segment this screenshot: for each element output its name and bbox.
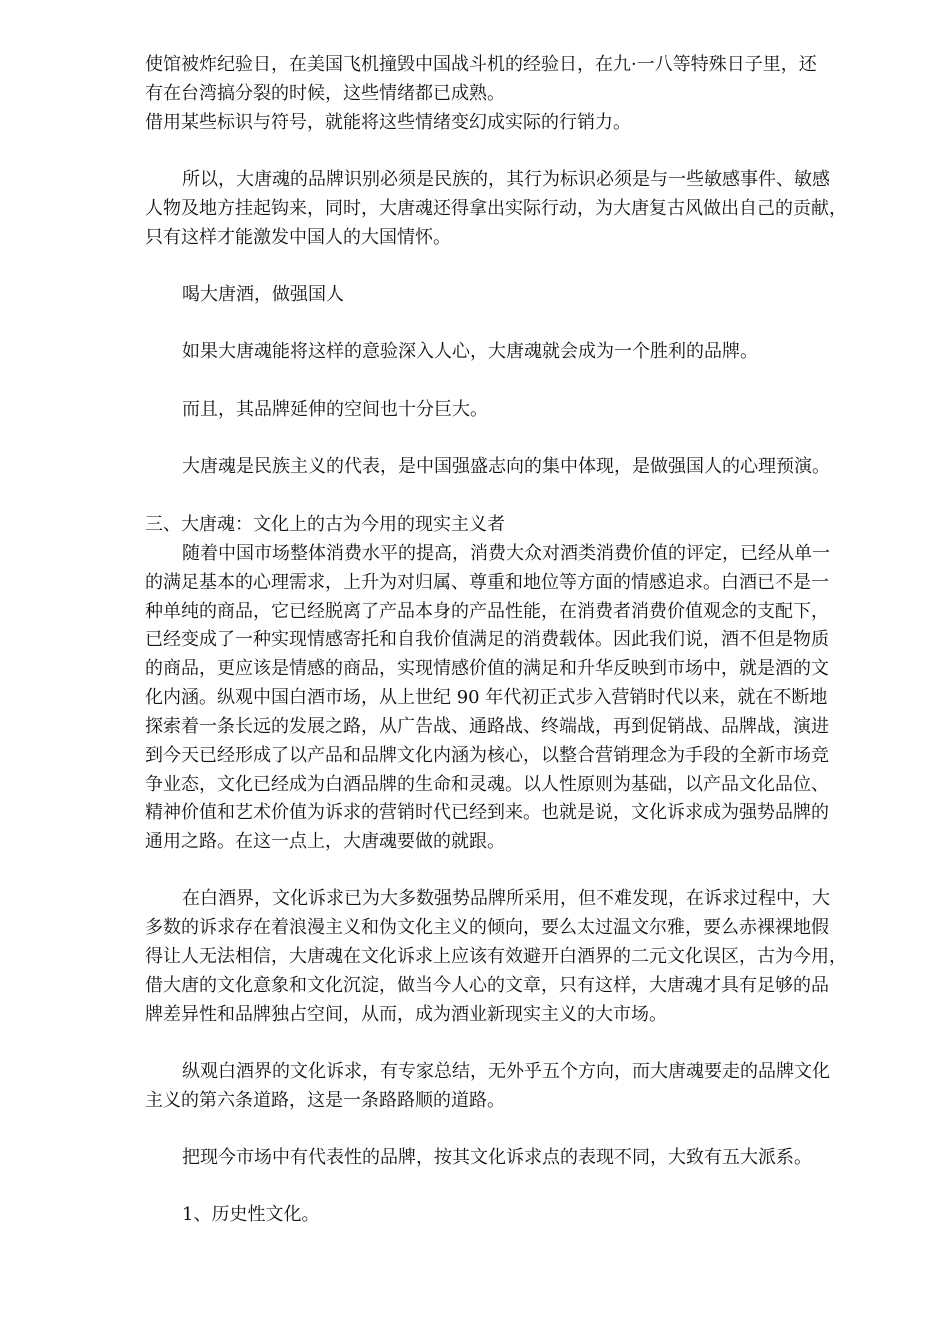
text-line: 到今天已经形成了以产品和品牌文化内涵为核心，以整合营销理念为手段的全新市场竞 (145, 745, 829, 766)
text-line: 精神价值和艺术价值为诉求的营销时代已经到来。也就是说，文化诉求成为强势品牌的 (145, 802, 829, 823)
text-line: 牌差异性和品牌独占空间，从而，成为酒业新现实主义的大市场。 (145, 1004, 667, 1025)
text-line: 只有这样才能激发中国人的大国情怀。 (145, 227, 451, 248)
text-line: 种单纯的商品，它已经脱离了产品本身的产品性能，在消费者消费价值观念的支配下， (145, 601, 829, 622)
text-line: 所以，大唐魂的品牌识别必须是民族的，其行为标识必须是与一些敏感事件、敏感 (182, 169, 830, 190)
list-item: 1、历史性文化。 (182, 1204, 320, 1225)
slogan: 喝大唐酒，做强国人 (182, 284, 344, 305)
text-line: 人物及地方挂起钩来，同时，大唐魂还得拿出实际行动，为大唐复古风做出自己的贡献， (145, 198, 847, 219)
text-line: 借大唐的文化意象和文化沉淀，做当今人心的文章，只有这样，大唐魂才具有足够的品 (145, 975, 829, 996)
text-line: 争业态，文化已经成为白酒品牌的生命和灵魂。以人性原则为基础，以产品文化品位、 (145, 774, 829, 795)
text-line: 主义的第六条道路，这是一条路路顺的道路。 (145, 1090, 505, 1111)
text-line: 而且，其品牌延伸的空间也十分巨大。 (182, 399, 488, 420)
section-heading: 三、大唐魂：文化上的古为今用的现实主义者 (145, 514, 505, 535)
text-line: 纵观白酒界的文化诉求，有专家总结，无外乎五个方向，而大唐魂要走的品牌文化 (182, 1061, 830, 1082)
text-line: 有在台湾搞分裂的时候，这些情绪都已成熟。 (145, 83, 505, 104)
text-line: 探索着一条长远的发展之路，从广告战、通路战、终端战，再到促销战、品牌战，演进 (145, 716, 829, 737)
text-line: 多数的诉求存在着浪漫主义和伪文化主义的倾向，要么太过温文尔雅，要么赤裸裸地假 (145, 917, 829, 938)
text-line: 随着中国市场整体消费水平的提高，消费大众对酒类消费价值的评定，已经从单一 (182, 543, 830, 564)
text-line: 大唐魂是民族主义的代表，是中国强盛志向的集中体现，是做强国人的心理预演。 (182, 456, 830, 477)
text-line: 如果大唐魂能将这样的意验深入人心，大唐魂就会成为一个胜利的品牌。 (182, 341, 758, 362)
text-line: 借用某些标识与符号，就能将这些情绪变幻成实际的行销力。 (145, 112, 631, 133)
text-line: 在白酒界，文化诉求已为大多数强势品牌所采用，但不难发现，在诉求过程中，大 (182, 888, 830, 909)
text-line: 化内涵。纵观中国白酒市场，从上世纪 90 年代初正式步入营销时代以来，就在不断地 (145, 687, 828, 708)
text-line: 的商品，更应该是情感的商品，实现情感价值的满足和升华反映到市场中，就是酒的文 (145, 658, 829, 679)
text-line: 已经变成了一种实现情感寄托和自我价值满足的消费载体。因此我们说，酒不但是物质 (145, 629, 829, 650)
text-line: 使馆被炸纪验日，在美国飞机撞毁中国战斗机的经验日，在九·一八等特殊日子里，还 (145, 54, 817, 75)
text-line: 得让人无法相信，大唐魂在文化诉求上应该有效避开白酒界的二元文化误区，古为今用， (145, 946, 847, 967)
text-line: 把现今市场中有代表性的品牌，按其文化诉求点的表现不同，大致有五大派系。 (182, 1147, 812, 1168)
text-line: 通用之路。在这一点上，大唐魂要做的就跟。 (145, 831, 505, 852)
text-line: 的满足基本的心理需求，上升为对归属、尊重和地位等方面的情感追求。白酒已不是一 (145, 572, 829, 593)
